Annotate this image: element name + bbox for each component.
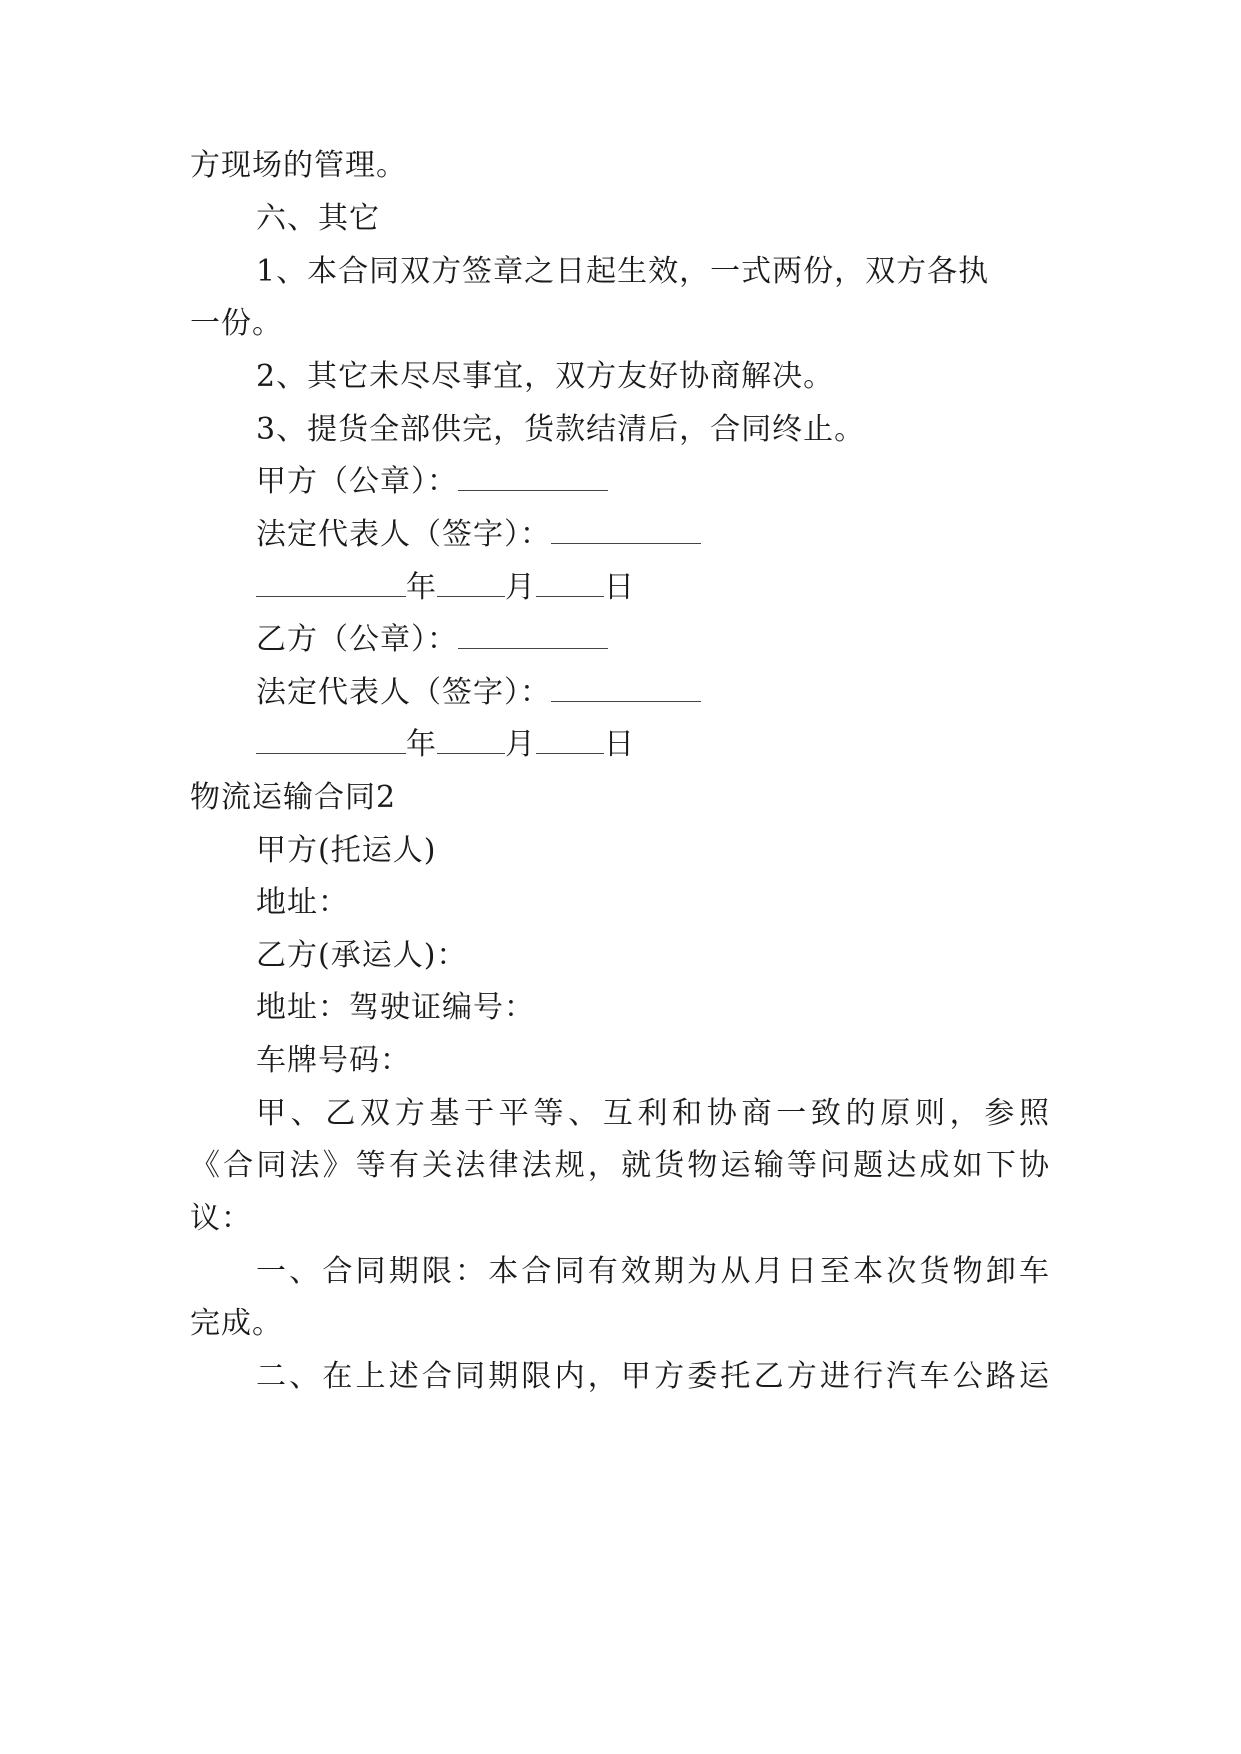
signature-line — [0, 515, 1241, 555]
year-label: 年 — [406, 727, 437, 762]
signature-line — [0, 620, 1241, 660]
paragraph-line: 一份。 — [190, 306, 283, 341]
representative-label: 法定代表人（签字）： — [256, 675, 551, 710]
paragraph-text: 甲、乙双方基于平等、互利和协商一致的原则，参照 — [256, 1096, 1050, 1131]
paragraph-line — [0, 1146, 1241, 1186]
blank-field — [551, 515, 701, 544]
blank-field — [458, 620, 608, 649]
clause-item: 2、其它未尽尽事宜，双方友好协商解决。 — [256, 359, 835, 394]
month-label: 月 — [505, 727, 536, 762]
clause-item — [0, 1252, 1241, 1292]
party-b-label: 乙方（公章）： — [256, 622, 458, 657]
section-heading: 六、其它 — [256, 201, 380, 236]
blank-field — [551, 673, 701, 702]
blank-field — [536, 725, 604, 754]
paragraph-line: 方现场的管理。 — [190, 148, 407, 183]
contract-title: 物流运输合同2 — [190, 780, 397, 815]
blank-field — [256, 725, 406, 754]
address-license-line: 地址：驾驶证编号： — [256, 990, 535, 1025]
clause-text: 1、本合同双方签章之日起生效，一式两份，双方各执 — [256, 254, 990, 289]
address-line: 地址： — [256, 885, 349, 920]
blank-field — [256, 568, 406, 597]
date-line — [0, 725, 1241, 765]
paragraph-line: 完成。 — [190, 1306, 283, 1341]
clause-text: 二、在上述合同期限内，甲方委托乙方进行汽车公路运 — [256, 1359, 1050, 1394]
clause-text: 一、合同期限：本合同有效期为从月日至本次货物卸车 — [256, 1254, 1050, 1289]
day-label: 日 — [604, 727, 635, 762]
signature-line — [0, 673, 1241, 713]
paragraph-line: 议： — [190, 1201, 252, 1236]
blank-field — [536, 568, 604, 597]
representative-label: 法定代表人（签字）： — [256, 517, 551, 552]
plate-line: 车牌号码： — [256, 1043, 411, 1078]
clause-item: 3、提货全部供完，货款结清后，合同终止。 — [256, 412, 866, 447]
paragraph-line — [0, 1094, 1241, 1134]
party-a-label: 甲方（公章）： — [256, 464, 458, 499]
year-label: 年 — [406, 570, 437, 605]
paragraph-text: 《合同法》等有关法律法规，就货物运输等问题达成如下协 — [190, 1148, 1050, 1183]
blank-field — [437, 568, 505, 597]
month-label: 月 — [505, 570, 536, 605]
clause-item — [0, 252, 1241, 292]
signature-line — [0, 462, 1241, 502]
party-a-line: 甲方(托运人) — [256, 833, 437, 868]
blank-field — [437, 725, 505, 754]
clause-item — [0, 1357, 1241, 1397]
day-label: 日 — [604, 570, 635, 605]
blank-field — [458, 462, 608, 491]
party-b-line: 乙方(承运人)： — [256, 938, 468, 973]
date-line — [0, 568, 1241, 608]
